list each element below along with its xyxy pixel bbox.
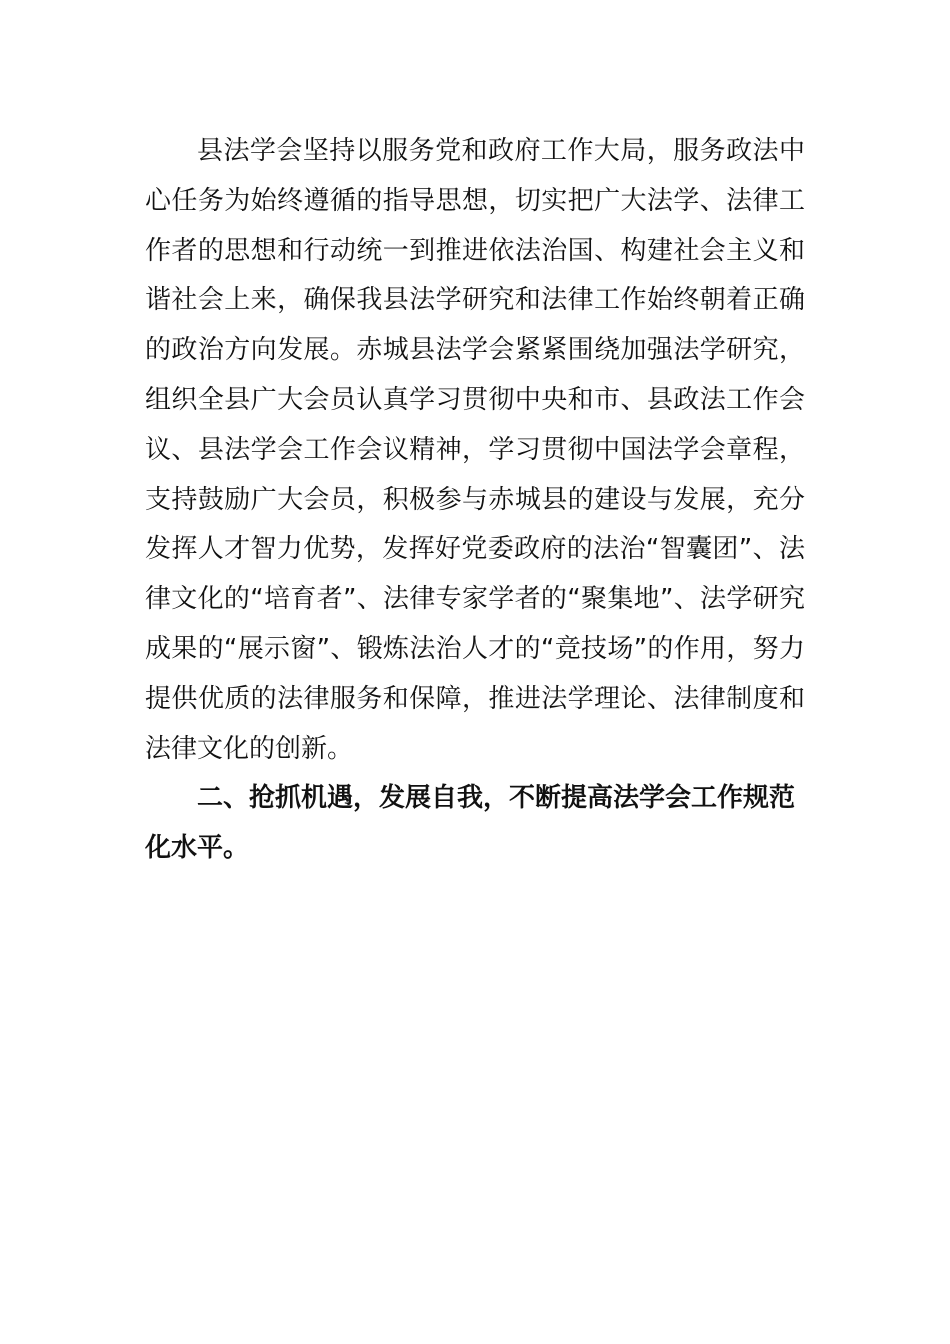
section-heading: 二、抢抓机遇，发展自我，不断提高法学会工作规范化水平。 <box>145 783 796 864</box>
document-body <box>145 127 805 874</box>
body-paragraph: 县法学会坚持以服务党和政府工作大局，服务政法中心任务为始终遵循的指导思想，切实把广大法学、法律工作者的思想和行动统一到推进依法治国、构建社会主义和谐社会上来，确保我县法学研究和法律工作始终朝着正确的政治方向发展。赤城县法学会紧紧围绕加强法学研究，组织全县广大会员认真学习贯彻中央和市、县政法工作会议、县法学会工作会议精神，学习贯彻中国法学会章程，支持鼓励广大会员，积极参与赤城县的建设与发展，充分发挥人才智力优势，发挥好党委政府的法治“智囊团”、法律文化的“培育者”、法律专家学者的“聚集地”、法学研究成果的“展示窗”、锻炼法治人才的“竞技场”的作用，努力提供优质的法律服务和保障，推进法学理论、法律制度和法律文化的创新。 <box>145 136 805 764</box>
